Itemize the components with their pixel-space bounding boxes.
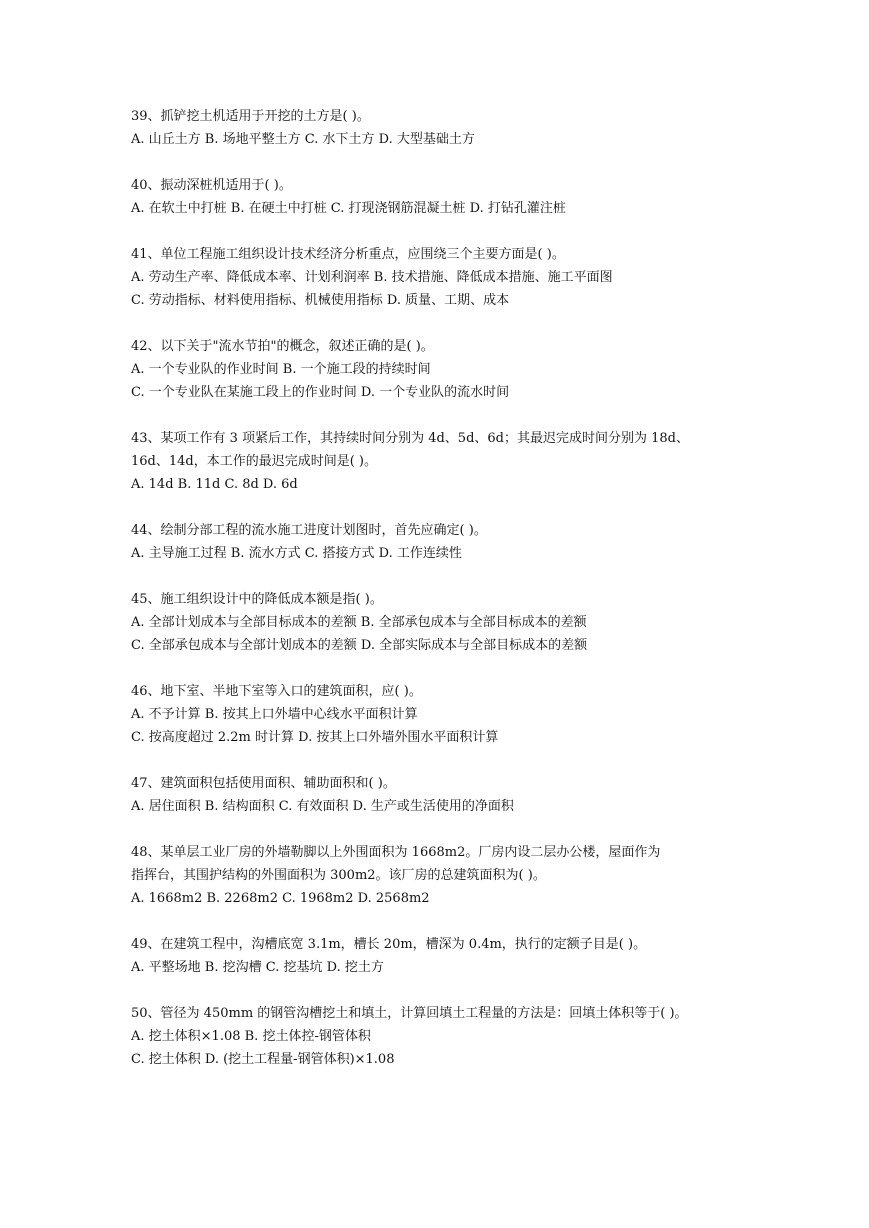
question-49 (131, 933, 751, 979)
question-options: A. 不予计算 B. 按其上口外墙中心线水平面积计算 (131, 707, 418, 722)
question-stem: 42、以下关于"流水节拍"的概念，叙述正确的是( )。 (131, 339, 434, 354)
question-41 (131, 243, 751, 312)
question-options: C. 按高度超过 2.2m 时计算 D. 按其上口外墙外围水平面积计算 (131, 730, 499, 745)
question-options: A. 14d B. 11d C. 8d D. 6d (131, 477, 298, 492)
question-45 (131, 588, 751, 657)
question-options: C. 劳动指标、材料使用指标、机械使用指标 D. 质量、工期、成本 (131, 293, 510, 308)
question-40 (131, 174, 751, 220)
question-48 (131, 841, 751, 910)
question-options: A. 山丘土方 B. 场地平整土方 C. 水下土方 D. 大型基础土方 (131, 132, 475, 147)
question-stem-continued: 指挥台，其围护结构的外围面积为 300m2。该厂房的总建筑面积为( )。 (131, 868, 546, 883)
question-stem: 43、某项工作有 3 项紧后工作，其持续时间分别为 4d、5d、6d；其最迟完成时间分别为 18d、 (131, 431, 689, 446)
question-stem: 40、振动深桩机适用于( )。 (131, 178, 292, 193)
question-options: A. 居住面积 B. 结构面积 C. 有效面积 D. 生产或生活使用的净面积 (131, 799, 514, 814)
question-stem: 50、管径为 450mm 的钢管沟槽挖土和填土，计算回填土工程量的方法是：回填土体积等于( )。 (131, 1006, 688, 1021)
question-stem: 45、施工组织设计中的降低成本额是指( )。 (131, 592, 383, 607)
question-options: C. 全部承包成本与全部计划成本的差额 D. 全部实际成本与全部目标成本的差额 (131, 638, 588, 653)
question-50 (131, 1002, 751, 1071)
question-options: C. 挖土体积 D. (挖土工程量-钢管体积)×1.08 (131, 1052, 395, 1067)
question-list (131, 105, 751, 1094)
question-options: A. 一个专业队的作业时间 B. 一个施工段的持续时间 (131, 362, 431, 377)
question-stem: 49、在建筑工程中，沟槽底宽 3.1m，槽长 20m，槽深为 0.4m，执行的定额子目是( )。 (131, 937, 647, 952)
question-stem-continued: 16d、14d，本工作的最迟完成时间是( )。 (131, 454, 378, 469)
question-options: C. 一个专业队在某施工段上的作业时间 D. 一个专业队的流水时间 (131, 385, 510, 400)
question-options: A. 劳动生产率、降低成本率、计划利润率 B. 技术措施、降低成本措施、施工平面图 (131, 270, 613, 285)
question-stem: 47、建筑面积包括使用面积、辅助面积和( )。 (131, 776, 396, 791)
question-43 (131, 427, 751, 496)
question-options: A. 主导施工过程 B. 流水方式 C. 搭接方式 D. 工作连续性 (131, 546, 462, 561)
question-stem: 39、抓铲挖土机适用于开挖的土方是( )。 (131, 109, 370, 124)
question-47 (131, 772, 751, 818)
question-options: A. 在软土中打桩 B. 在硬土中打桩 C. 打现浇钢筋混凝土桩 D. 打钻孔灌注桩 (131, 201, 566, 216)
question-options: A. 平整场地 B. 挖沟槽 C. 挖基坑 D. 挖土方 (131, 960, 384, 975)
question-42 (131, 335, 751, 404)
question-stem: 46、地下室、半地下室等入口的建筑面积，应( )。 (131, 684, 422, 699)
question-44 (131, 519, 751, 565)
question-options: A. 1668m2 B. 2268m2 C. 1968m2 D. 2568m2 (131, 891, 430, 906)
question-stem: 44、绘制分部工程的流水施工进度计划图时，首先应确定( )。 (131, 523, 487, 538)
question-stem: 41、单位工程施工组织设计技术经济分析重点，应围绕三个主要方面是( )。 (131, 247, 565, 262)
question-options: A. 挖土体积×1.08 B. 挖土体控-钢管体积 (131, 1029, 371, 1044)
question-39 (131, 105, 751, 151)
question-stem: 48、某单层工业厂房的外墙勒脚以上外围面积为 1668m2。厂房内设二层办公楼，屋面作为 (131, 845, 661, 860)
question-options: A. 全部计划成本与全部目标成本的差额 B. 全部承包成本与全部目标成本的差额 (131, 615, 587, 630)
question-46 (131, 680, 751, 749)
